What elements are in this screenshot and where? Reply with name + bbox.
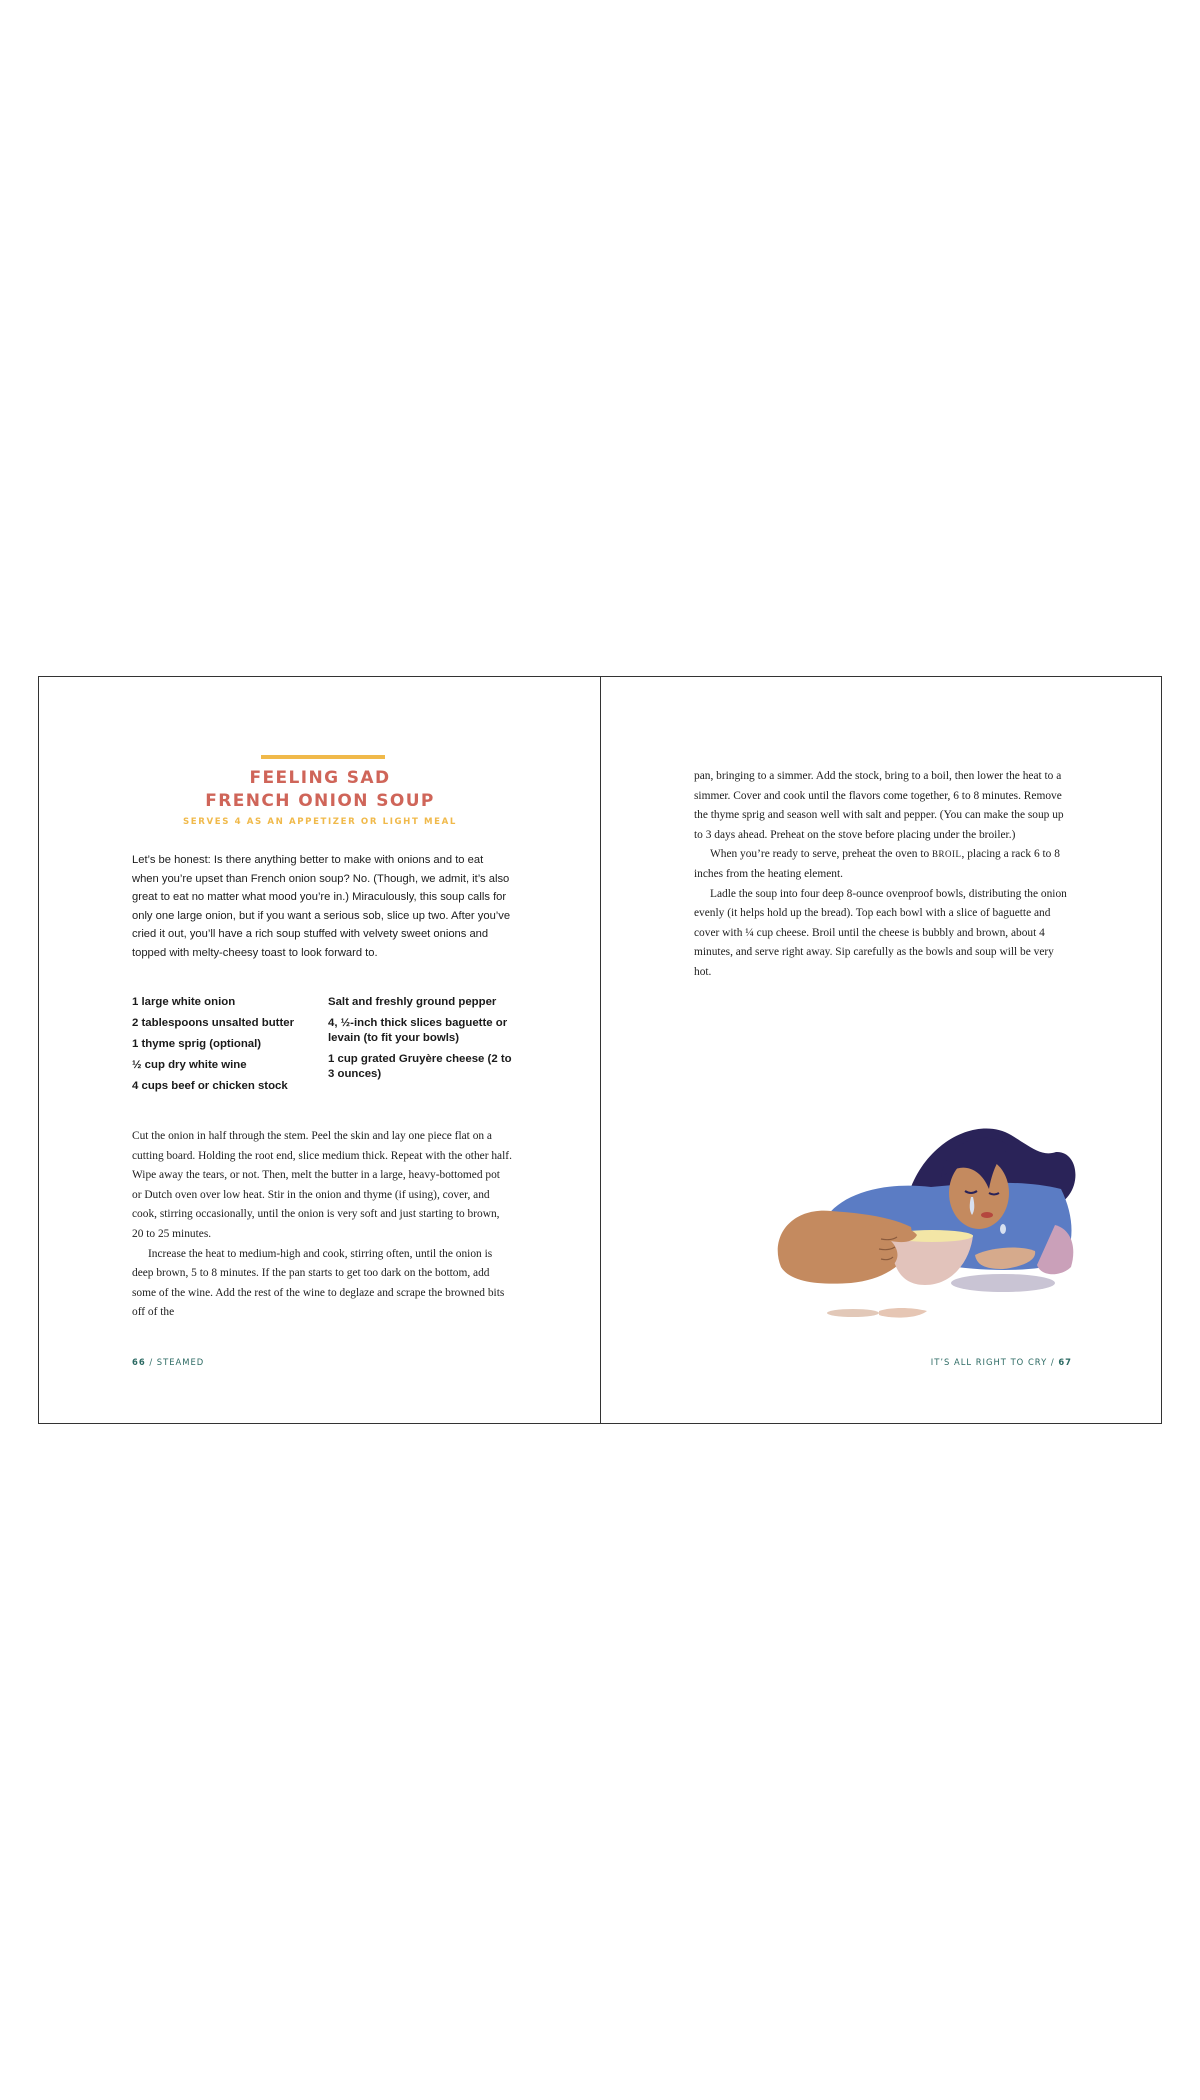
page-folio-right [931,1357,1072,1367]
intro-paragraph: Let’s be honest: Is there anything better to make with onions and to eat when you’re upset than French onion soup? No. (Though, we admit, it’s also great to eat no matter what mood you’re in.) Miraculously, this soup calls for only one large onion, but if you want a serious sob, slice up two. After you’ve cried it out, you’ll have a rich soup stuffed with velvety sweet onions and topped with melty-cheesy toast to look forward to. [132,854,511,959]
title-line-1: FEELING SAD [249,768,391,788]
crying-woman-with-soup-bowl-illustration [741,1107,1081,1347]
serves-line: SERVES 4 AS AN APPETIZER OR LIGHT MEAL [183,817,457,827]
ingredients-column-1 [132,995,322,1100]
left-page [39,677,601,1423]
ingredient-item: 1 large white onion [132,996,236,1008]
running-head: / STEAMED [145,1357,205,1367]
method-text-span: , placing a rack 6 to 8 inches from the heating element. [694,848,1060,880]
method-continued [694,767,1074,983]
right-page [601,677,1163,1423]
method-paragraph: Increase the heat to medium-high and cook, stirring often, until the onion is deep brown, 5 to 8 minutes. If the pan starts to get too dark on the bottom, add some of the wine. Add the rest of the wine to deglaze and scrape the browned bits off of the [132,1247,505,1319]
method-text [132,1127,512,1323]
broil-smallcaps: BROIL [932,849,962,860]
ingredient-item: 4 cups beef or chicken stock [132,1080,288,1092]
recipe-title [39,767,601,813]
title-line-2: FRENCH ONION SOUP [205,791,435,811]
method-paragraph [694,845,1074,884]
ingredient-item: Salt and freshly ground pepper [328,996,497,1008]
ingredient-item: 1 cup grated Gruyère cheese (2 to 3 ounces) [328,1053,512,1080]
method-paragraph: pan, bringing to a simmer. Add the stock, bring to a boil, then lower the heat to a simmer. Cover and cook until the flavors come together, 6 to 8 minutes. Remove the thyme sprig and season well with salt and pepper. (You can make the soup up to 3 days ahead. Preheat on the stove before placing under the broiler.) [694,770,1064,841]
method-paragraph: Cut the onion in half through the stem. Peel the skin and lay one piece flat on a cutting board. Holding the root end, slice medium thick. Repeat with the other half. Wipe away the tears, or not. Then, melt the butter in a large, heavy-bottomed pot or Dutch oven over low heat. Stir in the onion and thyme (if using), cover, and cook, stirring occasionally, until the onion is very soft and just starting to brown, 20 to 25 minutes. [132,1130,512,1240]
book-spread [38,676,1162,1424]
ingredients-column-2 [328,995,518,1088]
ingredient-item: ½ cup dry white wine [132,1059,247,1071]
page-number: 67 [1058,1357,1072,1367]
ingredient-item: 2 tablespoons unsalted butter [132,1017,295,1029]
method-paragraph: Ladle the soup into four deep 8-ounce ovenproof bowls, distributing the onion evenly (it helps hold up the bread). Top each bowl with a slice of baguette and cover with ¼ cup cheese. Broil until the cheese is bubbly and brown, about 4 minutes, and serve right away. Sip carefully as the bowls and soup will be very hot. [694,887,1067,978]
method-text-span: When you’re ready to serve, preheat the oven to [710,848,933,861]
title-rule [261,755,385,759]
running-head: IT’S ALL RIGHT TO CRY / [930,1357,1059,1367]
ingredient-item: 4, ½-inch thick slices baguette or levain (to fit your bowls) [328,1017,508,1044]
ingredient-item: 1 thyme sprig (optional) [132,1038,262,1050]
page-folio-left [132,1357,204,1367]
page-number: 66 [132,1357,146,1367]
